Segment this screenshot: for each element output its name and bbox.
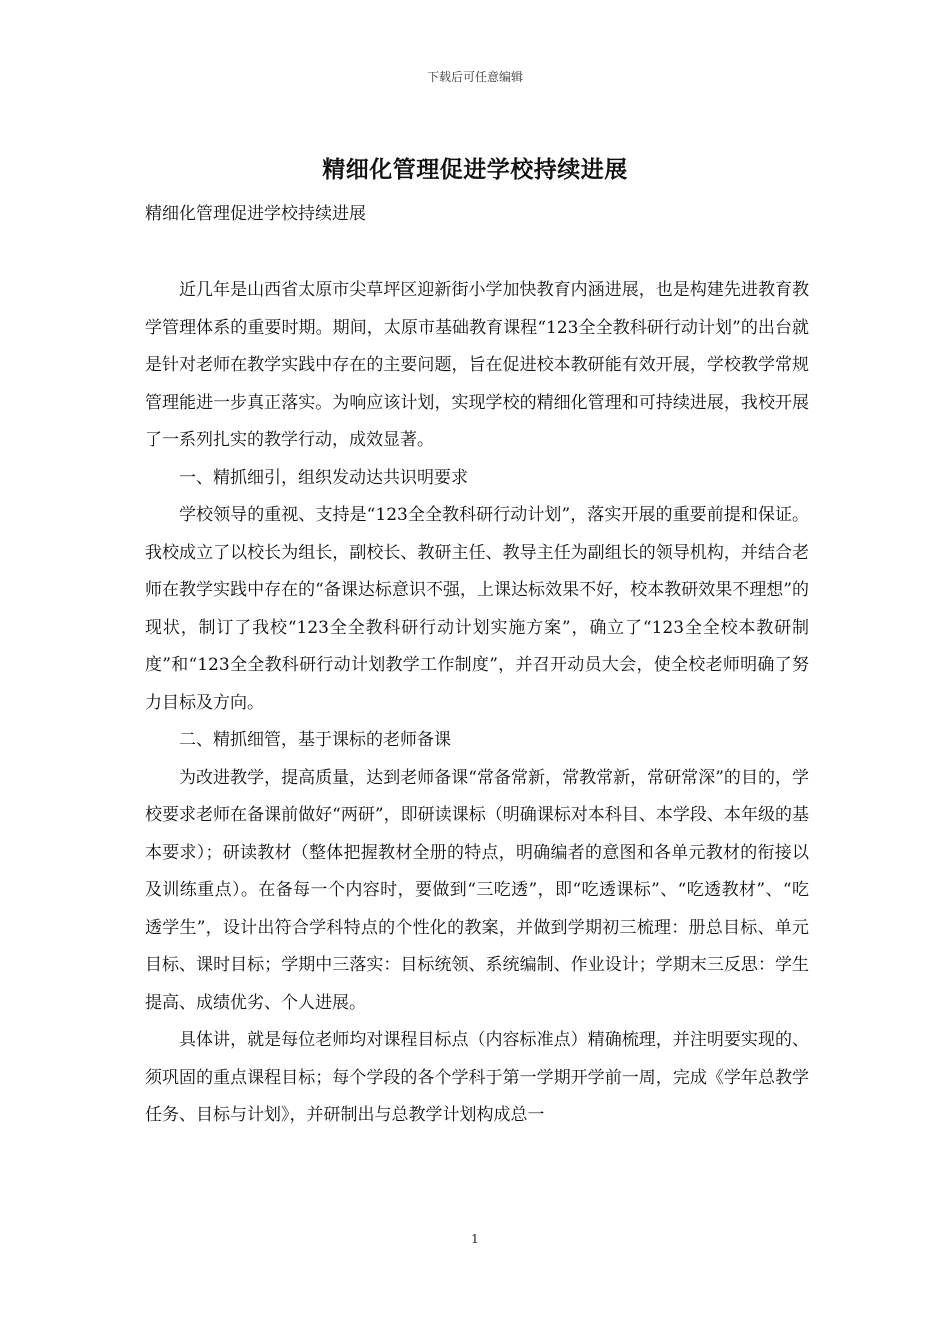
document-title: 精细化管理促进学校持续进展: [322, 156, 628, 183]
document-body: [145, 272, 809, 1135]
section-2-paragraph: 为改进教学，提高质量，达到老师备课“常备常新，常教常新，常研常深”的目的，学校要求老师在备课前做好“两研”，即研读课标（明确课标对本科目、本学段、本年级的基本要求）；研读教材（整体把握教材全册的特点，明确编者的意图和各单元教材的衔接以及训练重点）。在备每一个内容时，要做到“三吃透”，即“吃透课标”、“吃透教材”、“吃透学生”，设计出符合学科特点的个性化的教案，并做到学期初三梳理：册总目标、单元目标、课时目标；学期中三落实：目标统领、系统编制、作业设计；学期末三反思：学生提高、成绩优劣、个人进展。: [145, 767, 809, 1013]
section-heading-2: 二、精抓细管，基于课标的老师备课: [179, 730, 451, 750]
section-1-paragraph: 学校领导的重视、支持是“123全全教科研行动计划”，落实开展的重要前提和保证。我校成立了以校长为组长，副校长、教研主任、教导主任为副组长的领导机构，并结合老师在教学实践中存在的“备课达标意识不强，上课达标效果不好，校本教研效果不理想”的现状，制订了我校“123全全教科研行动计划实施方案”，确立了“123全全校本教研制度”和“123全全教科研行动计划教学工作制度”，并召开动员大会，使全校老师明确了努力目标及方向。: [145, 505, 809, 713]
page-number: 1: [471, 1232, 479, 1246]
section-heading-1: 一、精抓细引，组织发动达共识明要求: [179, 467, 468, 488]
intro-paragraph: 近几年是山西省太原市尖草坪区迎新街小学加快教育内涵进展，也是构建先进教育教学管理体系的重要时期。期间，太原市基础教育课程“123全全教科研行动计划”的出台就是针对老师在教学实践中存在的主要问题，旨在促进校本教研能有效开展，学校教学常规管理能进一步真正落实。为响应该计划，实现学校的精细化管理和可持续进展，我校开展了一系列扎实的教学行动，成效显著。: [145, 280, 809, 450]
section-2-detail-paragraph: 具体讲，就是每位老师均对课程目标点（内容标准点）精确梳理，并注明要实现的、须巩固的重点课程目标；每个学段的各个学科于第一学期开学前一周，完成《学年总教学任务、目标与计划》，并研制出与总教学计划构成总一: [145, 1030, 809, 1125]
document-subtitle: 精细化管理促进学校持续进展: [145, 204, 366, 224]
page-header-note: 下载后可任意编辑: [426, 70, 523, 84]
